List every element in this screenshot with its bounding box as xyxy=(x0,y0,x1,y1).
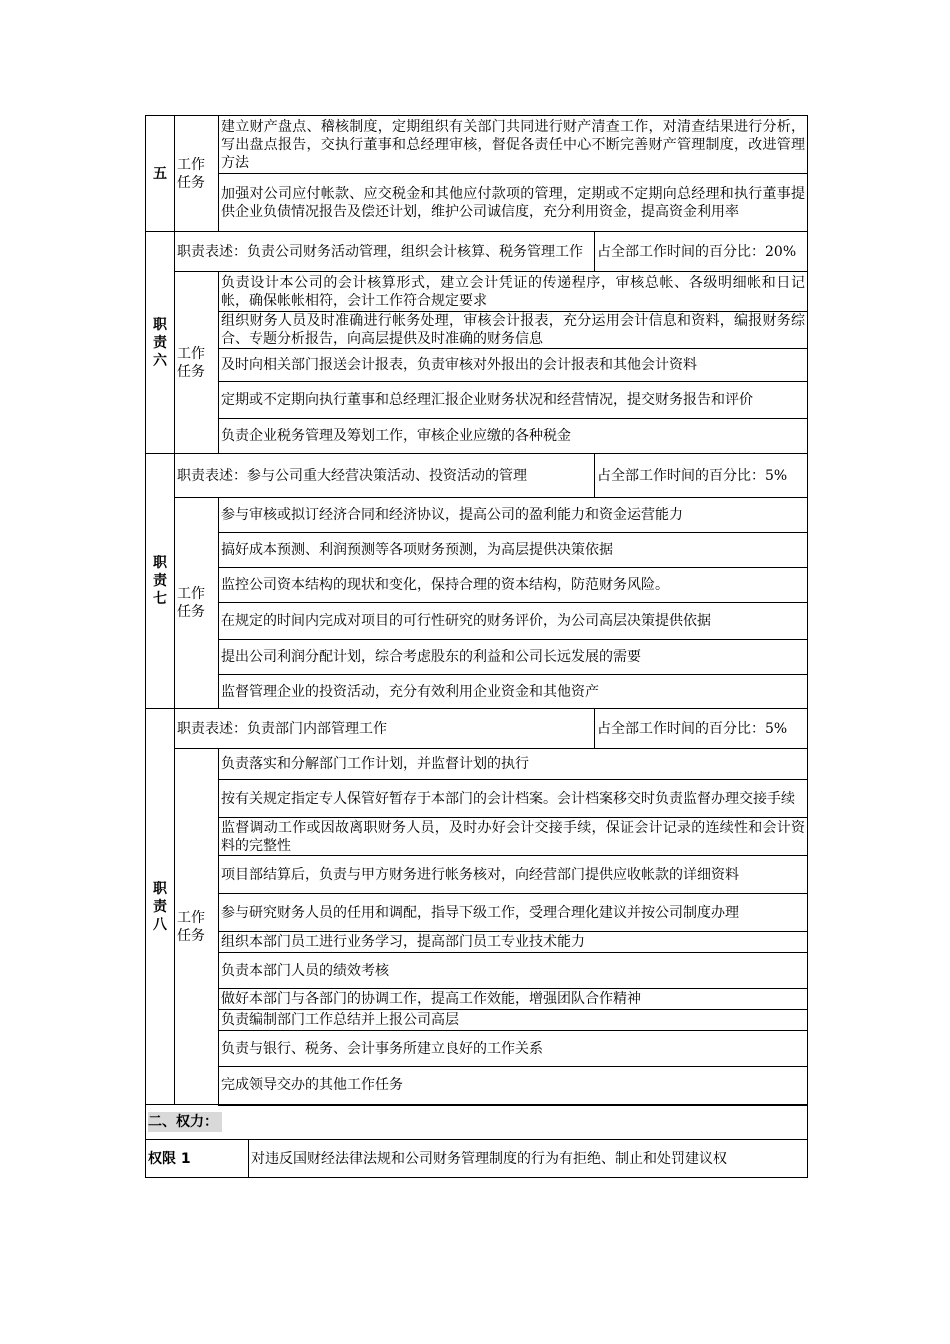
duty-7-time-percentage: 占全部工作时间的百分比：5% xyxy=(595,454,808,498)
duty-7-label: 职责七 xyxy=(146,454,175,709)
duty-8-task-1: 负责落实和分解部门工作计划，并监督计划的执行 xyxy=(219,749,808,780)
section-authority-heading xyxy=(146,1105,808,1140)
duty-8-description: 职责表述：负责部门内部管理工作 xyxy=(175,709,595,749)
duty-6-task-2: 组织财务人员及时准确进行帐务处理，审核会计报表，充分运用会计信息和资料，编报财务综合、专题分析报告，向高层提供及时准确的财务信息 xyxy=(219,312,808,349)
duty-8-task-label: 工作任务 xyxy=(175,749,219,1105)
duty-6-description: 职责表述：负责公司财务活动管理，组织会计核算、税务管理工作 xyxy=(175,232,595,272)
duty-7-task-6: 监督管理企业的投资活动，充分有效利用企业资金和其他资产 xyxy=(219,675,808,709)
duty-8-task-4: 项目部结算后，负责与甲方财务进行帐务核对，向经营部门提供应收帐款的详细资料 xyxy=(219,856,808,894)
duty-8-task-3: 监督调动工作或因故离职财务人员，及时办好会计交接手续，保证会计记录的连续性和会计资料的完整性 xyxy=(219,818,808,856)
duty-6-time-percentage: 占全部工作时间的百分比：20% xyxy=(595,232,808,272)
duty-8-time-percentage: 占全部工作时间的百分比：5% xyxy=(595,709,808,749)
duty-7-task-3: 监控公司资本结构的现状和变化，保持合理的资本结构，防范财务风险。 xyxy=(219,568,808,603)
duty-6-task-5: 负责企业税务管理及筹划工作，审核企业应缴的各种税金 xyxy=(219,419,808,454)
duty-8-task-8: 做好本部门与各部门的协调工作，提高工作效能，增强团队合作精神 xyxy=(219,989,808,1010)
duty-8-task-6: 组织本部门员工进行业务学习，提高部门员工专业技术能力 xyxy=(219,932,808,953)
duty-5-task-2: 加强对公司应付帐款、应交税金和其他应付款项的管理，定期或不定期向总经理和执行董事提供企业负债情况报告及偿还计划，维护公司诚信度，充分利用资金，提高资金利用率 xyxy=(219,174,808,232)
duty-7-description: 职责表述：参与公司重大经营决策活动、投资活动的管理 xyxy=(175,454,595,498)
duty-7-task-2: 搞好成本预测、利润预测等各项财务预测，为高层提供决策依据 xyxy=(219,533,808,568)
duty-7-task-1: 参与审核或拟订经济合同和经济协议，提高公司的盈利能力和资金运营能力 xyxy=(219,498,808,533)
duty-8-task-9: 负责编制部门工作总结并上报公司高层 xyxy=(219,1010,808,1031)
duty-8-label: 职责八 xyxy=(146,709,175,1105)
duty-8-task-10: 负责与银行、税务、会计事务所建立良好的工作关系 xyxy=(219,1031,808,1067)
duty-6-label: 职责六 xyxy=(146,232,175,454)
duty-7-task-label: 工作任务 xyxy=(175,498,219,709)
duty-8-task-11: 完成领导交办的其他工作任务 xyxy=(219,1067,808,1105)
authority-1-text: 对违反国财经法律法规和公司财务管理制度的行为有拒绝、制止和处罚建议权 xyxy=(249,1140,808,1178)
duty-8-task-5: 参与研究财务人员的任用和调配，指导下级工作，受理合理化建议并按公司制度办理 xyxy=(219,894,808,932)
duty-6-task-label: 工作任务 xyxy=(175,272,219,454)
duty-8-task-2: 按有关规定指定专人保管好暂存于本部门的会计档案。会计档案移交时负责监督办理交接手续 xyxy=(219,780,808,818)
duty-5-task-label: 工作任务 xyxy=(175,116,219,232)
duty-6-task-3: 及时向相关部门报送会计报表，负责审核对外报出的会计报表和其他会计资料 xyxy=(219,349,808,382)
duty-6-task-1: 负责设计本公司的会计核算形式，建立会计凭证的传递程序，审核总帐、各级明细帐和日记帐，确保帐帐相符，会计工作符合规定要求 xyxy=(219,272,808,312)
duty-7-task-5: 提出公司利润分配计划，综合考虑股东的利益和公司长远发展的需要 xyxy=(219,640,808,675)
duty-7-task-4: 在规定的时间内完成对项目的可行性研究的财务评价，为公司高层决策提供依据 xyxy=(219,603,808,640)
authority-1-label: 权限 1 xyxy=(146,1140,249,1178)
duty-8-task-7: 负责本部门人员的绩效考核 xyxy=(219,953,808,989)
duty-5-task-1: 建立财产盘点、稽核制度，定期组织有关部门共同进行财产清查工作，对清查结果进行分析，写出盘点报告，交执行董事和总经理审核，督促各责任中心不断完善财产管理制度，改进管理方法 xyxy=(219,116,808,174)
duty-5-label: 五 xyxy=(146,116,175,232)
section-authority-title: 二、权力： xyxy=(148,1112,222,1132)
duty-6-task-4: 定期或不定期向执行董事和总经理汇报企业财务状况和经营情况，提交财务报告和评价 xyxy=(219,382,808,419)
job-description-table xyxy=(145,115,808,1178)
